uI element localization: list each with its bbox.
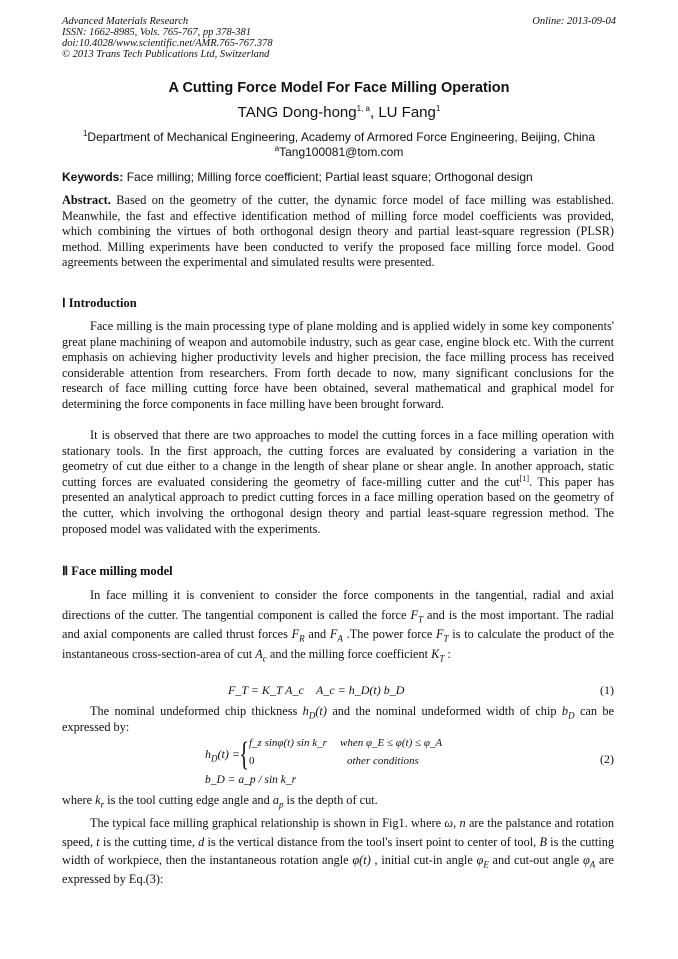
equation-2-bd: b_D = a_p / sin k_r bbox=[205, 774, 297, 786]
paper-title: A Cutting Force Model For Face Milling Operation bbox=[168, 80, 510, 96]
model-p4-a: The typical face milling graphical relationship is shown in Fig1. where bbox=[90, 816, 445, 830]
model-p4-d: is the vertical distance from the tool's insert point to center of tool, bbox=[204, 834, 540, 849]
doi: doi:10.4028/www.scientific.net/AMR.765-767.378 bbox=[62, 38, 273, 49]
model-paragraph-1: In face milling it is convenient to consider the force components in the tangential, radial and axial directions of the cutter. The tangential component is called the force $F_T$ and is the most important. The radial and axial components are called thrust forces $F_R$ and $F_A$ .The power force $F_T$ is to calculate the product of the instantaneous cross-section-area of cut $A_c$ and the milling force coefficient $K_T$ : bbox=[62, 588, 615, 663]
equation-2-lhs: $h_D(t)$ = bbox=[205, 747, 240, 764]
equation-2-brace: { bbox=[239, 736, 250, 773]
model-p1-e: is to calculate the product of the instantaneous cross-section-area of cut bbox=[62, 627, 615, 661]
affil-marker: 1 bbox=[82, 129, 88, 138]
model-p1-a: In face milling it is convenient to consider the force components in the tangential, radial and axial directions of the cutter. The tangential component is called the force bbox=[62, 588, 614, 622]
abstract bbox=[62, 193, 614, 271]
citation-1[interactable]: [1] bbox=[519, 473, 529, 483]
equation-2-condition-2: other conditions bbox=[347, 755, 419, 767]
author-separator: , bbox=[369, 104, 379, 121]
model-p1-c: and bbox=[304, 627, 330, 641]
model-p4-c: is the cutting time, bbox=[99, 834, 199, 849]
equation-2-number: (2) bbox=[600, 752, 614, 766]
model-p1-f: and the milling force coefficient bbox=[266, 646, 432, 661]
keywords bbox=[62, 170, 533, 184]
model-p4-g: and cut-out angle bbox=[488, 853, 583, 867]
model-p4-f: , initial cut-in angle bbox=[370, 853, 477, 867]
model-p1-g: : bbox=[444, 646, 451, 661]
email-link[interactable]: Tang100081@tom.com bbox=[279, 145, 404, 159]
author-2: LU Fang bbox=[378, 104, 436, 121]
email-marker: a bbox=[274, 144, 280, 153]
model-paragraph-3: where $k_r$ is the tool cutting edge angle and $a_p$ is the depth of cut. bbox=[62, 793, 378, 810]
model-p3-c: is the depth of cut. bbox=[283, 793, 378, 807]
model-p2-c: can be expressed by: bbox=[62, 704, 614, 734]
model-p4-h: are expressed by Eq.(3): bbox=[62, 853, 615, 886]
model-p4-b: are the palstance and rotation speed, bbox=[62, 816, 615, 849]
equation-2-case-1: f_z sinφ(t) sin k_r bbox=[249, 737, 327, 749]
model-p2-a: The nominal undeformed chip thickness bbox=[90, 704, 303, 718]
intro-paragraph-2 bbox=[62, 428, 614, 537]
copyright: © 2013 Trans Tech Publications Ltd, Switzerland bbox=[62, 49, 270, 60]
model-p3-b: is the tool cutting edge angle and bbox=[104, 793, 273, 807]
author-2-affil: 1 bbox=[435, 104, 441, 113]
section-1-heading: Ⅰ Introduction bbox=[62, 296, 137, 310]
author-1-affil: 1, a bbox=[356, 104, 370, 113]
equation-1-left: F_T = K_T A_c bbox=[228, 683, 304, 697]
author-1: TANG Dong-hong bbox=[237, 104, 357, 121]
model-p2-b: and the nominal undeformed width of chip bbox=[326, 704, 562, 718]
equation-1-number: (1) bbox=[600, 683, 614, 697]
authors bbox=[0, 104, 678, 121]
equation-1-right: A_c = h_D(t) b_D bbox=[316, 683, 405, 697]
issn: ISSN: 1662-8985, Vols. 765-767, pp 378-381 bbox=[62, 27, 251, 38]
intro-p2-text-b: . This paper has presented an analytical approach to predict cutting forces in a face milling operation based on the geometry of the cutter, which involving the orthogonal design theory and partial least-square regression method. The proposed model was validated with the experiments. bbox=[62, 474, 614, 536]
intro-paragraph-1: Face milling is the main processing type of plane molding and is applied widely in some key components' great plane machining of weapon and automobile industry, such as gear case, engine block etc. With the current emphasis on achieving higher productivity levels and higher precision, the face milling process has received considerable attention from researchers. From forth decade to now, many significant conclusions for the research of face milling cutting force have been obtained, several mathematical and graphical model for determining the force components in face milling have been brought forward. bbox=[62, 319, 614, 411]
model-p1-d: .The power force bbox=[342, 627, 437, 641]
online-date: Online: 2013-09-04 bbox=[532, 16, 616, 27]
section-2-heading: Ⅱ Face milling model bbox=[62, 564, 173, 578]
equation-2-condition-1: when φ_E ≤ φ(t) ≤ φ_A bbox=[340, 737, 443, 749]
equation-2-case-2: 0 bbox=[249, 755, 255, 767]
affiliation-text: Department of Mechanical Engineering, Academy of Armored Force Engineering, Beijing, China bbox=[87, 130, 596, 144]
model-paragraph-2: The nominal undeformed chip thickness $h_D(t)$ and the nominal undeformed width of chip $b_D$ can be expressed by: bbox=[62, 704, 614, 734]
keywords-text: Face milling; Milling force coefficient; Partial least square; Orthogonal design bbox=[123, 170, 533, 184]
affiliation bbox=[62, 130, 616, 160]
keywords-label: Keywords: bbox=[62, 170, 124, 184]
abstract-text: Based on the geometry of the cutter, the dynamic force model of face milling was established. Meanwhile, the fast and effective identification method of milling force model coefficients was provided, which combining the virtues of both orthogonal design theory and partial least-square regression (PLSR) method. Milling experiments have been conducted to verify the proposed face milling force model. Good agreements between the experimental and simulated results were presented. bbox=[62, 193, 614, 270]
model-paragraph-4: The typical face milling graphical relationship is shown in Fig1. where ω, n are the palstance and rotation speed, t is the cutting time, d is the vertical distance from the tool's insert point to center of tool, B is the cutting width of workpiece, then the instantaneous rotation angle φ(t) , initial cut-in angle $\varphi_E$ and cut-out angle $\varphi_A$ are expressed by Eq.(3): bbox=[62, 816, 615, 886]
journal-name: Advanced Materials Research bbox=[62, 16, 189, 27]
journal-header bbox=[62, 16, 273, 60]
model-p4-e: is the cutting width of workpiece, then the instantaneous rotation angle bbox=[62, 834, 614, 867]
abstract-label: Abstract. bbox=[62, 193, 111, 207]
model-p1-b: and is the most important. The radial and axial components are called thrust forces bbox=[62, 607, 614, 641]
model-p3-a: where bbox=[62, 793, 96, 807]
intro-p2-text-a: It is observed that there are two approaches to model the cutting forces in a face milling operation with stationary tools. In the first approach, the cutting forces are evaluated by considering a variation in the geometry of cut due either to a change in the length of shear plane or shear angle. In another approach, static cutting forces are evaluated considering the geometry of face-milling cutter and the cut bbox=[62, 428, 614, 489]
